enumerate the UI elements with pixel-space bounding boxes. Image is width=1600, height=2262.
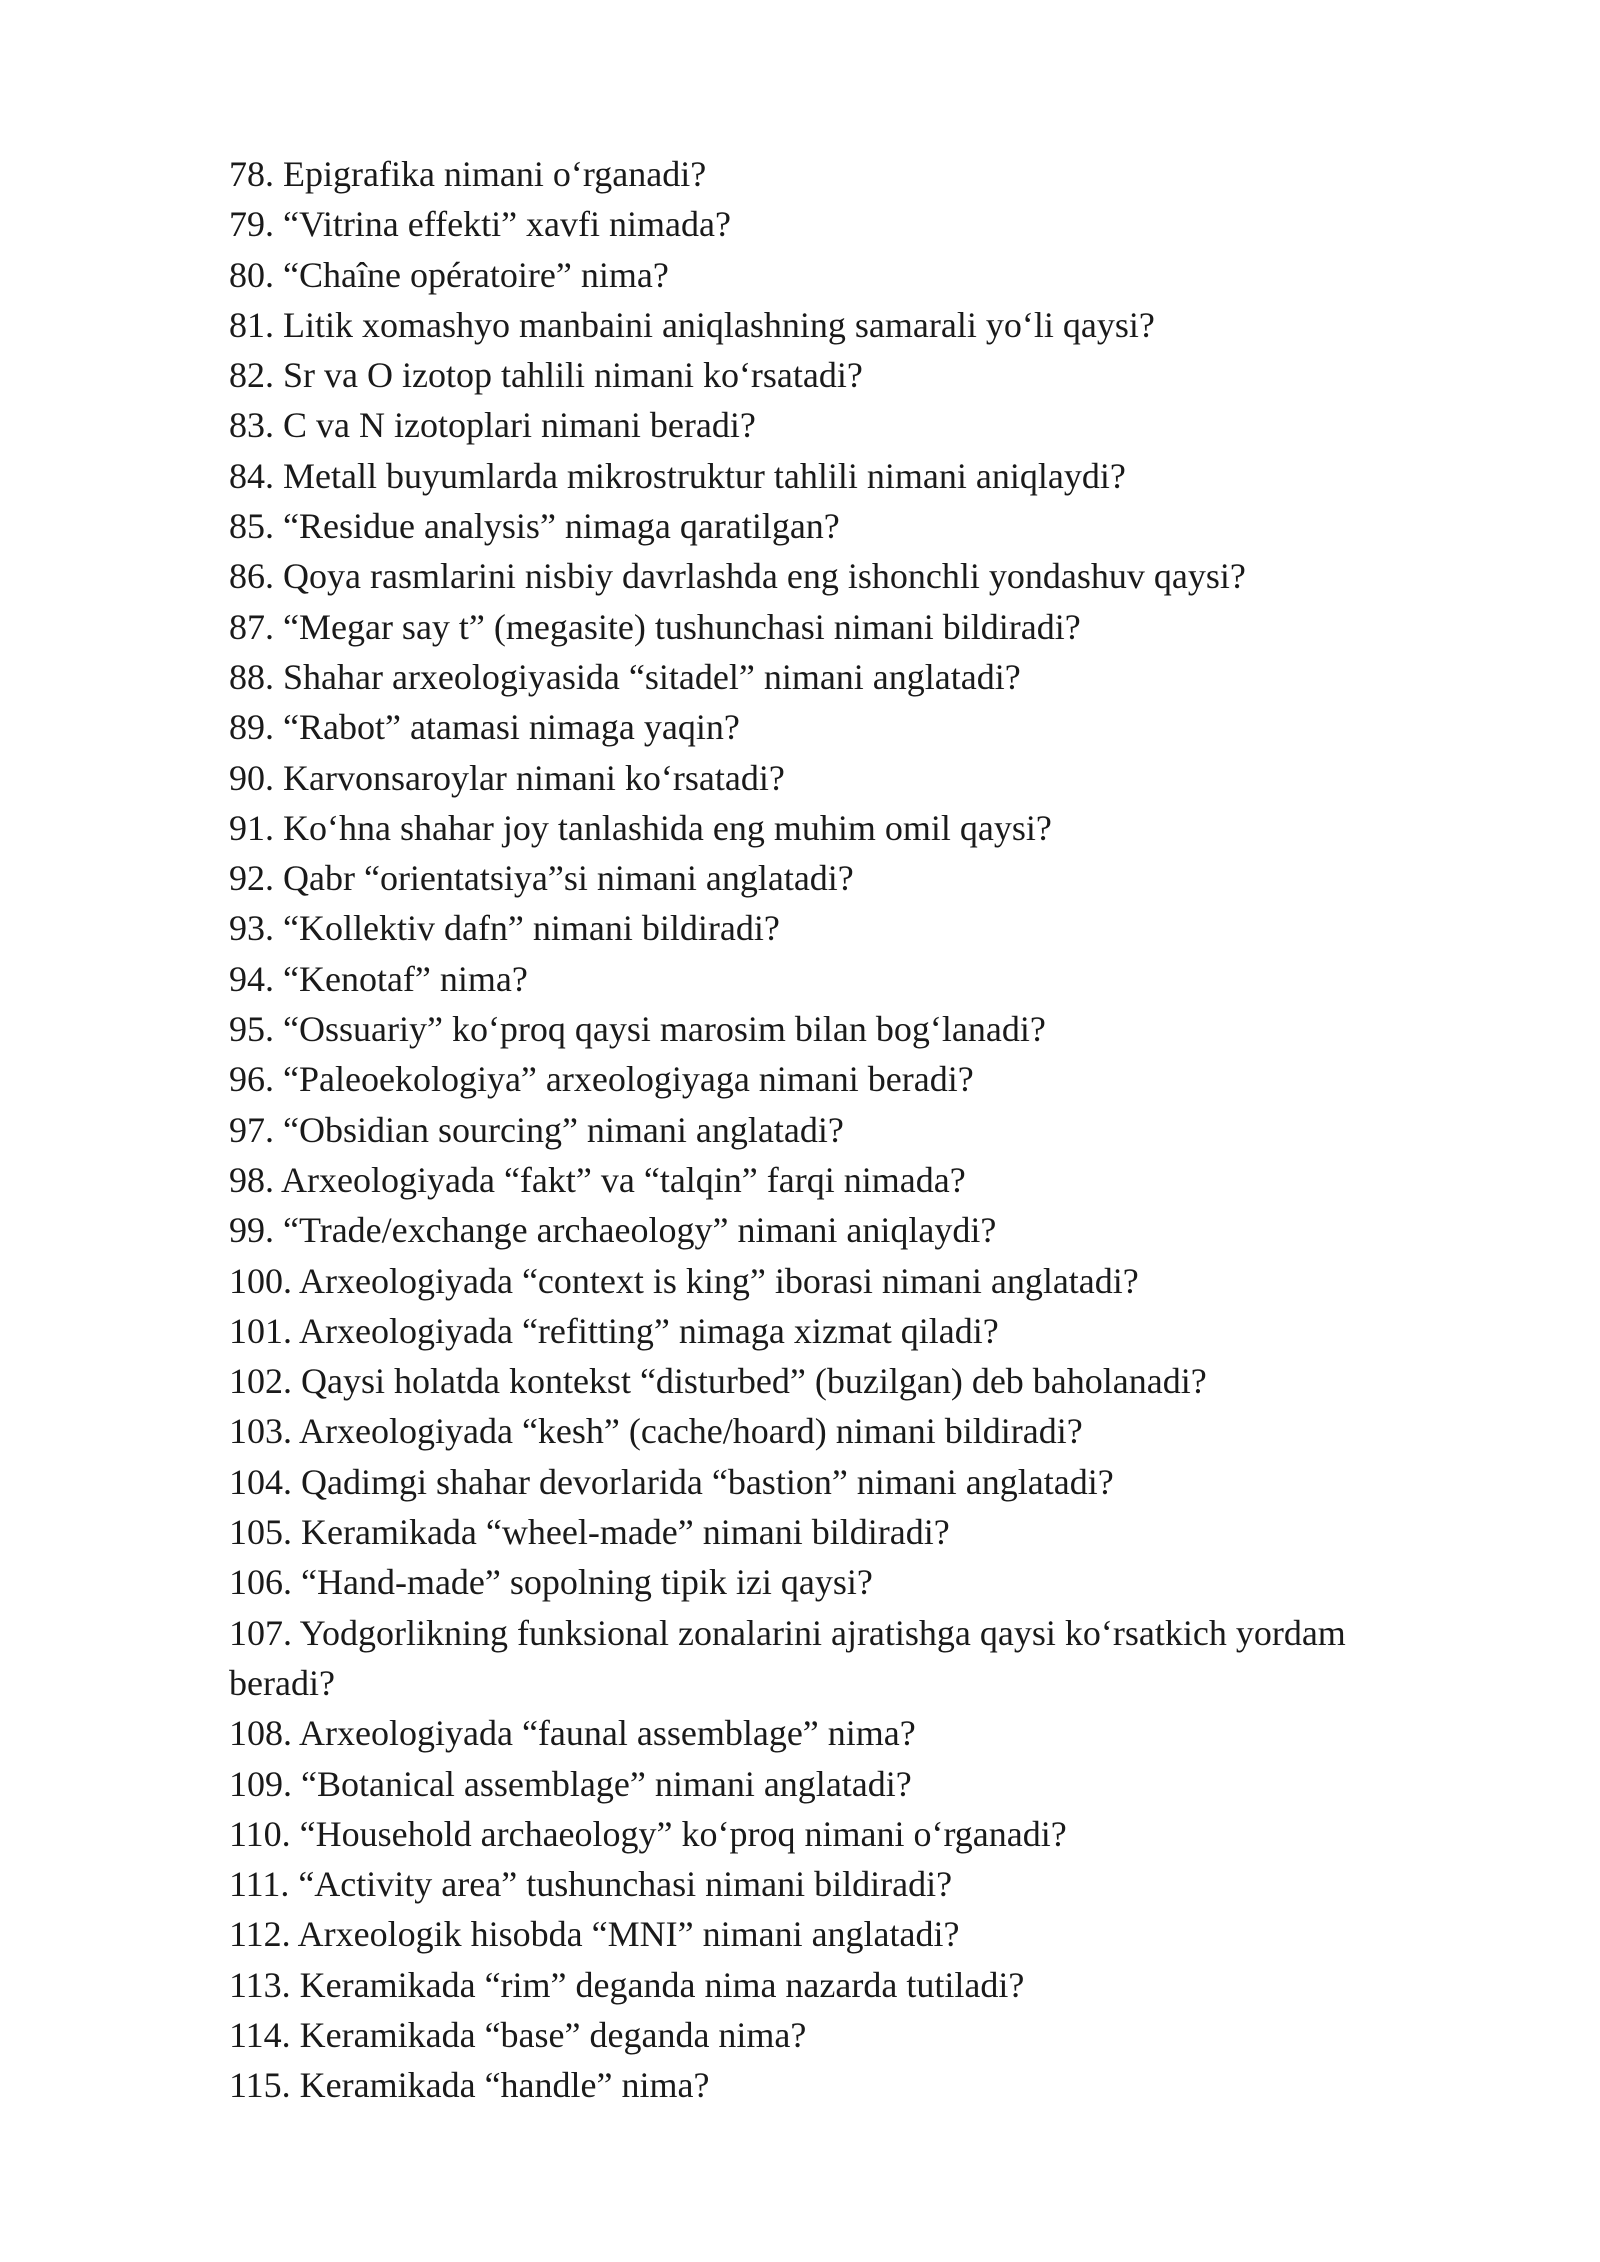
question-item: 91. Ko‘hna shahar joy tanlashida eng muhim omil qaysi?	[229, 807, 1052, 848]
question-item: 112. Arxeologik hisobda “MNI” nimani anglatadi?	[229, 1914, 960, 1955]
question-item: 110. “Household archaeology” ko‘proq nimani o‘rganadi?	[229, 1813, 1067, 1854]
question-item: 100. Arxeologiyada “context is king” iborasi nimani anglatadi?	[229, 1260, 1139, 1301]
question-item: 88. Shahar arxeologiyasida “sitadel” nimani anglatadi?	[229, 656, 1021, 697]
question-item: 94. “Kenotaf” nima?	[229, 958, 528, 999]
question-item: 104. Qadimgi shahar devorlarida “bastion” nimani anglatadi?	[229, 1461, 1114, 1502]
question-item: 105. Keramikada “wheel-made” nimani bildiradi?	[229, 1512, 950, 1553]
question-list	[229, 149, 1409, 2111]
question-item: 78. Epigrafika nimani o‘rganadi?	[229, 154, 707, 194]
question-item: 89. “Rabot” atamasi nimaga yaqin?	[229, 707, 740, 748]
question-item: 108. Arxeologiyada “faunal assemblage” nima?	[229, 1713, 916, 1754]
question-item: 99. “Trade/exchange archaeology” nimani aniqlaydi?	[229, 1210, 997, 1251]
question-item: 101. Arxeologiyada “refitting” nimaga xizmat qiladi?	[229, 1310, 999, 1351]
question-item: 83. C va N izotoplari nimani beradi?	[229, 405, 756, 446]
question-item: 111. “Activity area” tushunchasi nimani bildiradi?	[229, 1864, 953, 1905]
question-item: 96. “Paleoekologiya” arxeologiyaga nimani beradi?	[229, 1059, 974, 1100]
question-item: 93. “Kollektiv dafn” nimani bildiradi?	[229, 908, 780, 949]
question-item: 92. Qabr “orientatsiya”si nimani anglatadi?	[229, 858, 854, 899]
question-item: 86. Qoya rasmlarini nisbiy davrlashda eng ishonchli yondashuv qaysi?	[229, 556, 1246, 597]
question-item: 84. Metall buyumlarda mikrostruktur tahlili nimani aniqlaydi?	[229, 455, 1126, 496]
question-item: 97. “Obsidian sourcing” nimani anglatadi?	[229, 1109, 844, 1150]
question-item: 81. Litik xomashyo manbaini aniqlashning samarali yo‘li qaysi?	[229, 304, 1155, 345]
question-item: 109. “Botanical assemblage” nimani anglatadi?	[229, 1763, 912, 1804]
question-item: 79. “Vitrina effekti” xavfi nimada?	[229, 204, 731, 245]
question-item: 82. Sr va O izotop tahlili nimani ko‘rsatadi?	[229, 355, 863, 396]
question-item: 107. Yodgorlikning funksional zonalarini ajratishga qaysi ko‘rsatkich yordam beradi?	[229, 1612, 1346, 1703]
question-item: 87. “Megar say t” (megasite) tushunchasi nimani bildiradi?	[229, 606, 1081, 647]
question-item: 113. Keramikada “rim” deganda nima nazarda tutiladi?	[229, 1964, 1025, 2005]
question-item: 98. Arxeologiyada “fakt” va “talqin” farqi nimada?	[229, 1159, 966, 1200]
question-item: 80. “Chaîne opératoire” nima?	[229, 254, 669, 295]
question-item: 102. Qaysi holatda kontekst “disturbed” (buzilgan) deb baholanadi?	[229, 1361, 1207, 1402]
question-item: 103. Arxeologiyada “kesh” (cache/hoard) nimani bildiradi?	[229, 1411, 1083, 1452]
question-item: 95. “Ossuariy” ko‘proq qaysi marosim bilan bog‘lanadi?	[229, 1009, 1046, 1050]
question-item: 85. “Residue analysis” nimaga qaratilgan?	[229, 506, 840, 547]
question-item: 106. “Hand-made” sopolning tipik izi qaysi?	[229, 1562, 873, 1603]
question-item: 114. Keramikada “base” deganda nima?	[229, 2014, 807, 2055]
question-item: 90. Karvonsaroylar nimani ko‘rsatadi?	[229, 757, 785, 798]
question-item: 115. Keramikada “handle” nima?	[229, 2065, 710, 2106]
